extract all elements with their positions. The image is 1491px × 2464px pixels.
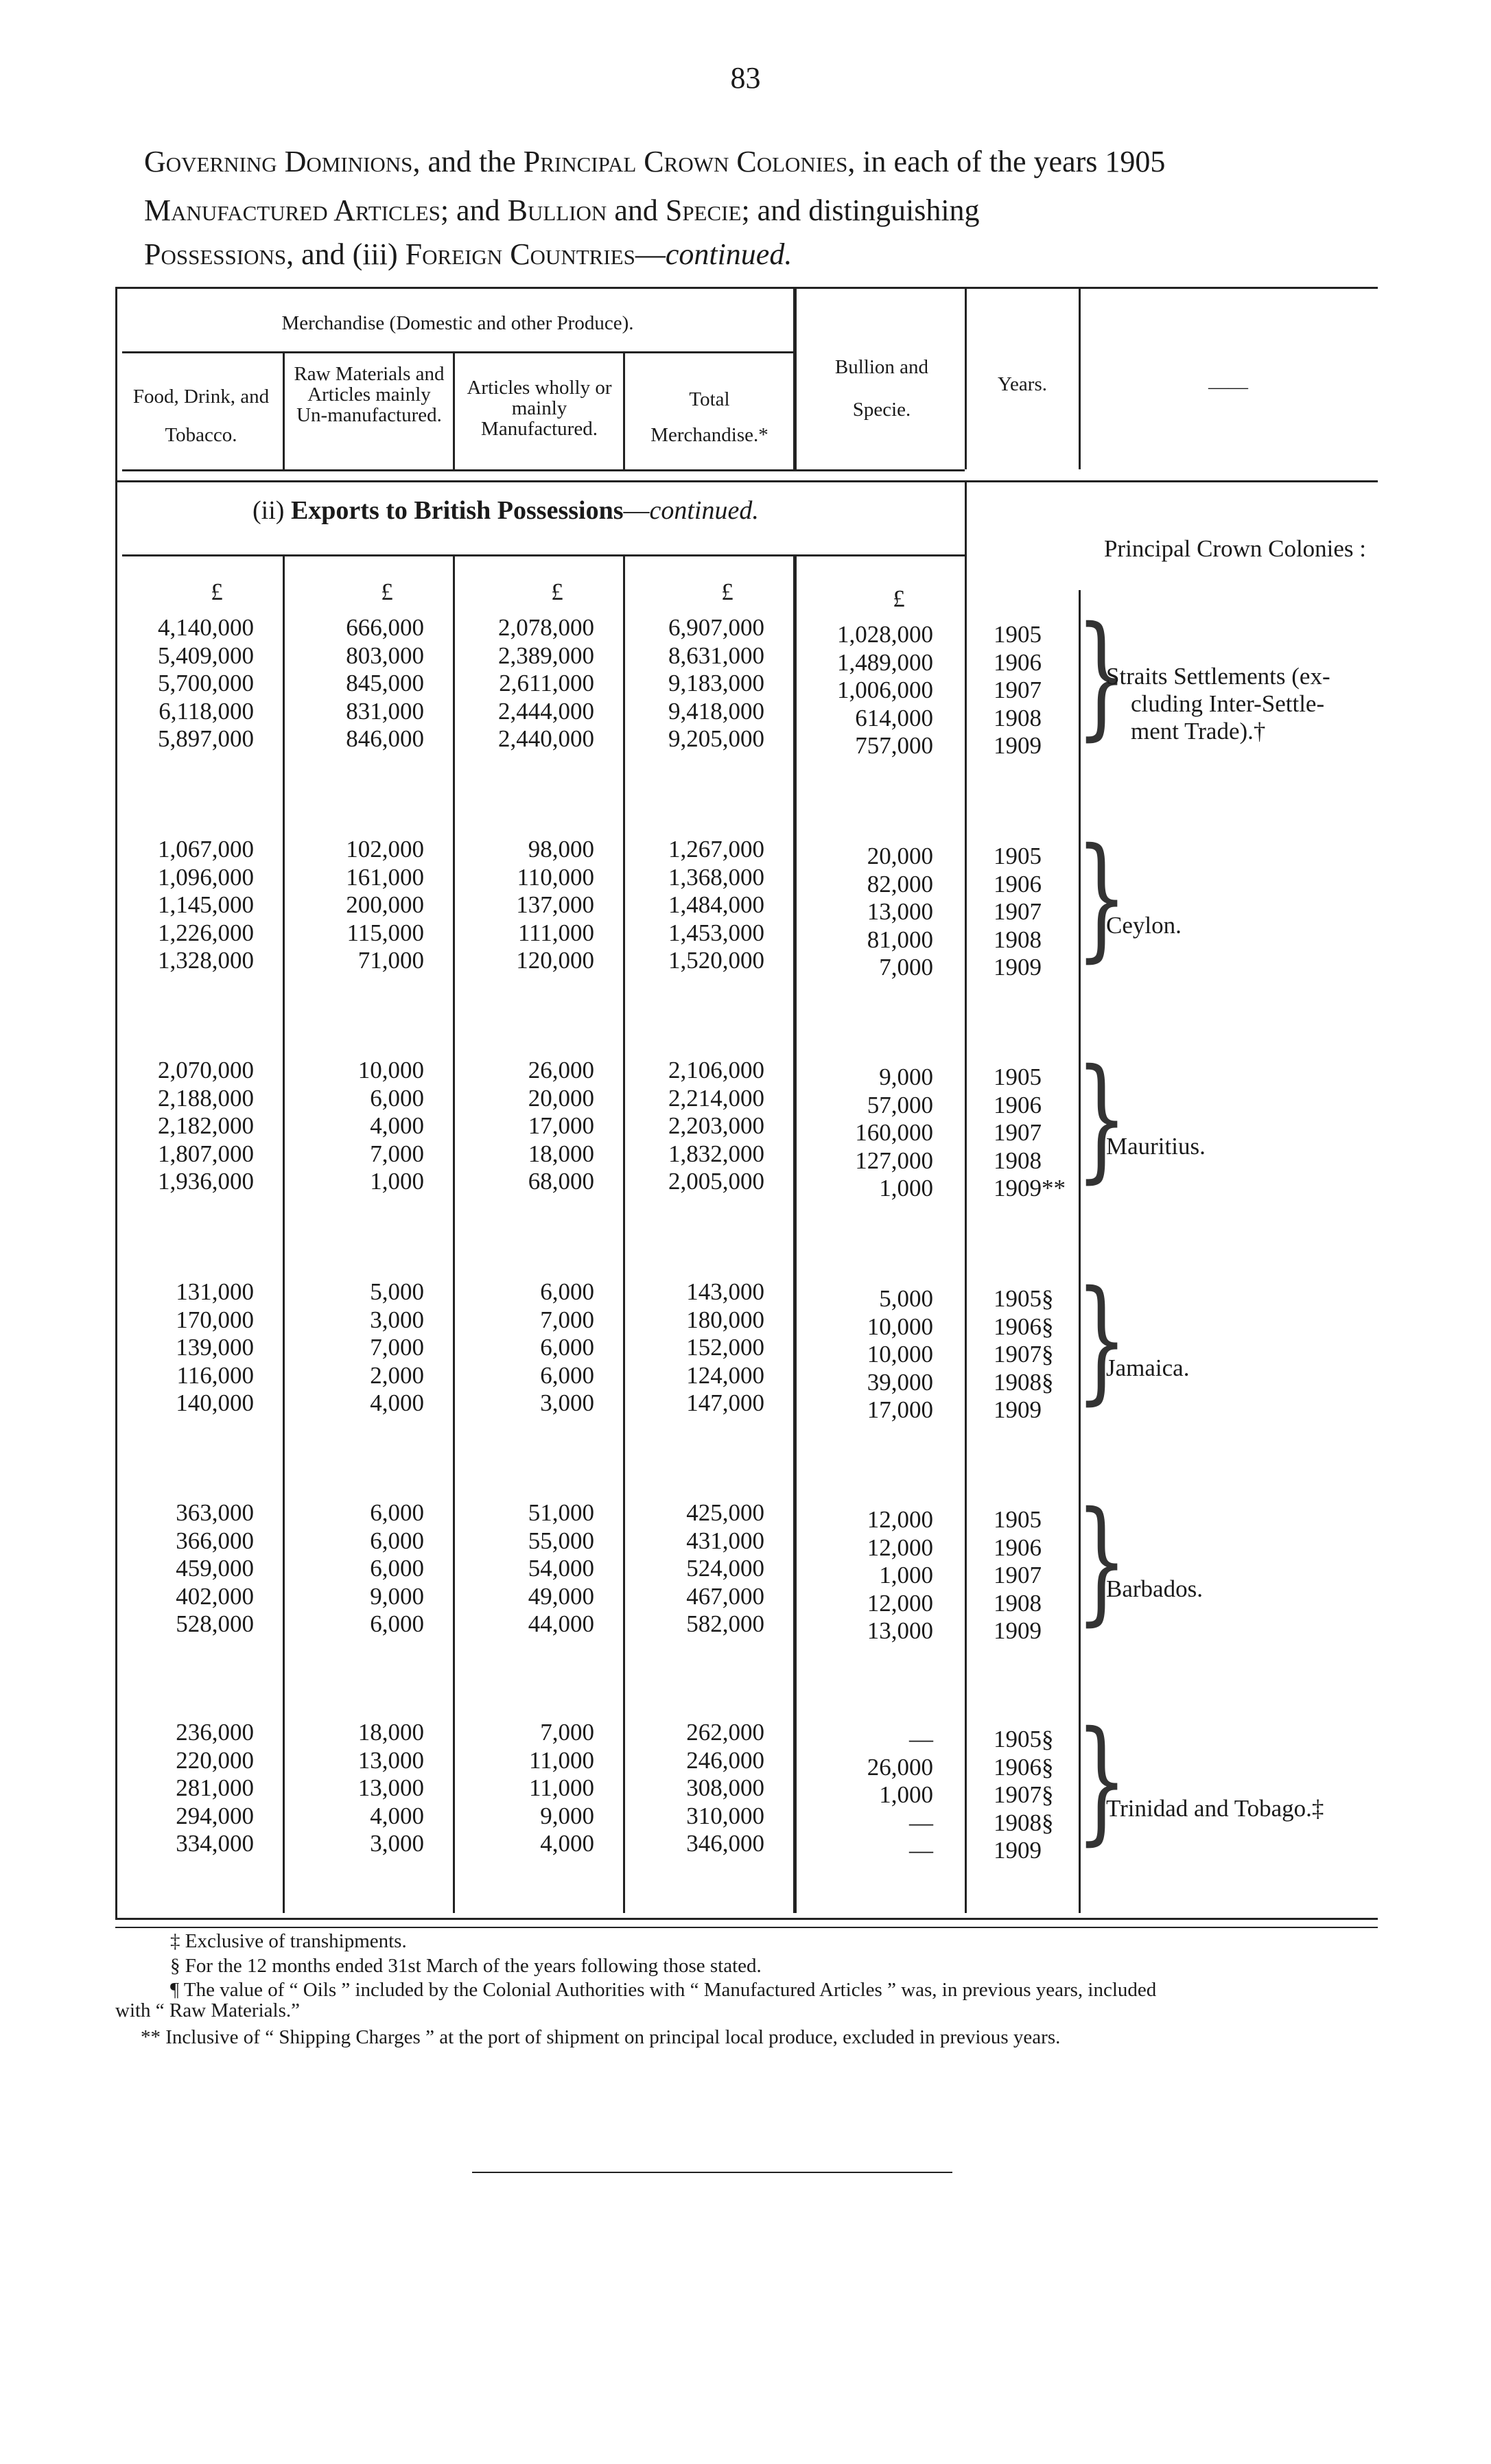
section-rule	[122, 554, 965, 556]
bullion-column-group-6	[867, 1726, 933, 1865]
year-cell: 1906	[994, 648, 1042, 676]
table-cell: 152,000	[686, 1334, 764, 1361]
table-cell: 127,000	[855, 1147, 933, 1174]
year-cell: 1908	[994, 704, 1042, 731]
pound-symbol: £	[893, 585, 905, 612]
table-cell: 57,000	[867, 1091, 933, 1118]
table-cell: 2,188,000	[158, 1084, 254, 1112]
table-cell: 9,000	[540, 1802, 594, 1829]
table-cell: 6,000	[370, 1555, 424, 1582]
blank-header: ——	[1208, 376, 1248, 398]
footnote: § For the 12 months ended 31st March of the years following those stated.	[170, 1955, 762, 1977]
col-rule-total	[793, 554, 797, 1913]
col-rule-articles	[623, 554, 625, 1913]
table-cell: 200,000	[346, 891, 424, 918]
bullion-column-group-4	[867, 1285, 933, 1424]
heading-text: ; and distinguishing	[741, 193, 980, 227]
year-cell: 1908	[994, 1589, 1042, 1617]
years-header: Years.	[998, 373, 1047, 395]
column-header-bottom-rule	[122, 469, 965, 471]
colony-label-line: Mauritius.	[1106, 1133, 1206, 1160]
heading-text: Possessions	[144, 237, 287, 271]
table-cell: 402,000	[176, 1582, 254, 1610]
table-cell: 51,000	[528, 1499, 594, 1526]
table-cell: 102,000	[346, 836, 424, 863]
articles-header: Articles wholly or mainly Manufactured.	[467, 377, 612, 440]
table-cell: 757,000	[855, 732, 933, 759]
bullion-column-group-5	[867, 1506, 933, 1645]
table-cell: 9,000	[370, 1582, 424, 1610]
table-cell: 1,328,000	[158, 947, 254, 974]
year-cell: 1909	[994, 1617, 1042, 1644]
table-cell: 8,631,000	[668, 642, 764, 669]
table-cell: 6,118,000	[159, 697, 254, 725]
table-cell: 1,067,000	[158, 836, 254, 863]
colony-label-group-6	[1106, 1795, 1324, 1822]
table-cell: 6,000	[370, 1499, 424, 1526]
section-title-text: (ii)	[253, 496, 291, 525]
bullion-column-group-2	[867, 843, 933, 982]
heading-line-3	[144, 233, 1400, 276]
table-cell: 4,000	[370, 1802, 424, 1829]
year-cell: 1905	[994, 621, 1042, 648]
section-title-text: —	[623, 496, 650, 525]
raw-column-group-2	[346, 836, 424, 975]
table-cell: 71,000	[357, 947, 424, 974]
table-cell: 18,000	[528, 1140, 594, 1167]
brace-icon: }	[1076, 1261, 1128, 1418]
year-cell: 1907§	[994, 1781, 1054, 1808]
table-cell: 4,000	[540, 1830, 594, 1857]
pound-symbol: £	[381, 578, 393, 605]
year-cell: 1906	[994, 1534, 1042, 1561]
table-cell: 425,000	[686, 1499, 764, 1526]
table-cell: 12,000	[867, 1534, 933, 1561]
section-title-text: continued.	[649, 496, 759, 525]
table-cell: 7,000	[540, 1306, 594, 1333]
table-cell: —	[909, 1837, 933, 1864]
table-cell: 2,444,000	[498, 697, 594, 725]
table-cell: 2,078,000	[498, 614, 594, 641]
heading-text: Principal Crown Colonies	[523, 145, 848, 178]
years-column-group-2	[994, 843, 1042, 982]
colony-label-line: cluding Inter-Settle-	[1131, 690, 1325, 717]
table-cell: 20,000	[528, 1084, 594, 1112]
table-cell: 1,453,000	[668, 919, 764, 946]
table-cell: 614,000	[855, 704, 933, 731]
table-cell: 2,440,000	[498, 725, 594, 752]
raw-column-group-5	[370, 1499, 424, 1639]
brace-icon: }	[1076, 1482, 1128, 1639]
articles-column-group-2	[516, 836, 594, 975]
year-cell: 1908	[994, 926, 1042, 953]
footnote: ** Inclusive of “ Shipping Charges ” at the port of shipment on principal local produce, excluded in previous years.	[141, 2026, 1061, 2048]
table-cell: 310,000	[686, 1802, 764, 1829]
table-cell: 5,000	[879, 1285, 933, 1312]
table-cell: 467,000	[686, 1582, 764, 1610]
raw-column-group-1	[346, 614, 424, 753]
heading-text: continued.	[665, 237, 793, 271]
table-cell: 1,006,000	[837, 677, 933, 703]
table-cell: 115,000	[347, 919, 424, 946]
table-cell: 180,000	[686, 1306, 764, 1333]
colony-label-group-1	[1106, 663, 1330, 745]
table-cell: 5,000	[370, 1278, 424, 1305]
pound-symbol: £	[211, 578, 223, 605]
table-cell: 6,000	[370, 1084, 424, 1112]
colony-label-line: Jamaica.	[1106, 1354, 1190, 1381]
table-cell: 6,907,000	[668, 614, 764, 641]
table-cell: 13,000	[357, 1746, 424, 1774]
table-cell: 55,000	[528, 1527, 594, 1554]
heading-text: Governing Dominions	[144, 145, 413, 178]
table-cell: 236,000	[176, 1719, 254, 1746]
total-column-group-5	[686, 1499, 764, 1639]
years-column-group-3	[994, 1064, 1066, 1203]
year-cell: 1908§	[994, 1809, 1054, 1836]
table-cell: 5,700,000	[158, 670, 254, 696]
footnote: ¶ The value of “ Oils ” included by the Colonial Authorities with “ Manufactured Articles ” was, in previous years, included	[170, 1979, 1157, 2001]
table-cell: 12,000	[867, 1589, 933, 1617]
table-cell: 1,000	[879, 1562, 933, 1588]
table-cell: 161,000	[346, 863, 424, 891]
colony-label-group-4	[1106, 1354, 1189, 1382]
year-cell: 1906§	[994, 1313, 1054, 1340]
table-cell: 366,000	[176, 1527, 254, 1554]
food-column-group-3	[158, 1057, 254, 1196]
table-cell: 2,214,000	[668, 1084, 764, 1112]
heading-text: ; and	[440, 193, 508, 227]
pound-symbol: £	[551, 578, 563, 605]
heading-text: and	[607, 193, 666, 227]
year-cell: 1905	[994, 1506, 1042, 1533]
bullion-column-group-3	[855, 1064, 933, 1203]
year-cell: 1908§	[994, 1368, 1054, 1396]
table-cell: 1,489,000	[837, 648, 933, 676]
table-cell: 13,000	[357, 1774, 424, 1801]
table-cell: 111,000	[517, 919, 594, 946]
table-cell: 124,000	[686, 1361, 764, 1389]
articles-column-group-1	[498, 614, 594, 753]
table-cell: 7,000	[540, 1719, 594, 1746]
table-cell: 1,096,000	[158, 863, 254, 891]
table-cell: 246,000	[686, 1746, 764, 1774]
year-cell: 1906	[994, 1091, 1042, 1118]
articles-column-group-4	[540, 1278, 594, 1418]
table-cell: 3,000	[370, 1306, 424, 1333]
colony-label-group-5	[1106, 1575, 1203, 1603]
year-cell: 1905§	[994, 1285, 1054, 1312]
table-cell: 4,000	[370, 1112, 424, 1139]
table-cell: 666,000	[346, 614, 424, 641]
heading-text: Foreign Countries	[405, 237, 635, 271]
table-cell: 9,418,000	[668, 697, 764, 725]
table-cell: 1,832,000	[668, 1140, 764, 1167]
table-cell: 1,368,000	[668, 863, 764, 891]
table-cell: 137,000	[516, 891, 594, 918]
table-cell: 44,000	[528, 1610, 594, 1637]
year-cell: 1905	[994, 1064, 1042, 1090]
heading-text: , and the	[412, 145, 524, 178]
table-cell: 1,520,000	[668, 947, 764, 974]
table-cell: 81,000	[867, 926, 933, 953]
footnote: ‡ Exclusive of transhipments.	[170, 1930, 407, 1952]
years-column-group-5	[994, 1506, 1042, 1645]
table-cell: 7,000	[879, 954, 933, 981]
table-bottom-rule	[115, 1918, 1378, 1920]
table-cell: 1,807,000	[158, 1140, 254, 1167]
col-rule-food	[283, 554, 285, 1913]
table-cell: 54,000	[528, 1555, 594, 1582]
table-cell: 131,000	[176, 1278, 254, 1305]
total-column-group-6	[686, 1719, 764, 1858]
table-cell: 82,000	[867, 870, 933, 897]
closing-rule	[472, 2172, 952, 2173]
table-cell: —	[909, 1809, 933, 1836]
table-cell: 147,000	[686, 1389, 764, 1416]
table-cell: 20,000	[867, 843, 933, 869]
years-column-group-4	[994, 1285, 1054, 1424]
total-header: Total Merchandise.*	[650, 388, 768, 446]
table-cell: 334,000	[176, 1830, 254, 1857]
total-column-group-2	[668, 836, 764, 975]
heading-text: Manufactured Articles	[144, 193, 441, 227]
table-cell: 1,000	[370, 1168, 424, 1195]
total-column-group-1	[668, 614, 764, 753]
table-cell: 4,000	[370, 1389, 424, 1416]
articles-column-group-6	[529, 1719, 594, 1858]
table-cell: 431,000	[686, 1527, 764, 1554]
table-cell: 3,000	[540, 1389, 594, 1416]
column-header-double-rule	[115, 480, 1378, 482]
colony-label-group-3	[1106, 1133, 1206, 1160]
col-rule-food-header	[283, 351, 285, 469]
col-rule-total-header	[793, 287, 797, 469]
table-cell: 9,000	[879, 1064, 933, 1090]
table-cell: 3,000	[370, 1830, 424, 1857]
colony-label-line: Ceylon.	[1106, 912, 1182, 939]
year-cell: 1909	[994, 1396, 1042, 1423]
colony-label-line: Barbados.	[1106, 1575, 1203, 1602]
year-cell: 1907	[994, 1119, 1042, 1146]
table-cell: 26,000	[867, 1753, 933, 1781]
table-cell: 9,205,000	[668, 725, 764, 752]
year-cell: 1909**	[994, 1175, 1066, 1201]
col-rule-bullion	[965, 480, 967, 1913]
table-cell: 281,000	[176, 1774, 254, 1801]
table-cell: 2,203,000	[668, 1112, 764, 1139]
table-cell: 140,000	[176, 1389, 254, 1416]
year-cell: 1905§	[994, 1726, 1054, 1752]
year-cell: 1909	[994, 732, 1042, 759]
table-cell: 1,267,000	[668, 836, 764, 863]
table-cell: 12,000	[867, 1506, 933, 1533]
heading-text: Specie	[665, 193, 742, 227]
merchandise-header: Merchandise (Domestic and other Produce).	[281, 312, 634, 334]
table-bottom-double-rule	[115, 1927, 1378, 1928]
table-cell: 459,000	[176, 1555, 254, 1582]
table-cell: 528,000	[176, 1610, 254, 1637]
brace-icon: }	[1076, 1702, 1128, 1858]
col-rule-years-header	[1079, 287, 1081, 469]
food-header: Food, Drink, and Tobacco.	[132, 386, 270, 446]
table-top-rule	[115, 287, 1378, 289]
table-cell: 26,000	[528, 1057, 594, 1083]
bullion-header: Bullion and Specie.	[834, 356, 929, 421]
footnote: with “ Raw Materials.”	[115, 1999, 300, 2021]
raw-header: Raw Materials and Articles mainly Un-manufactured.	[294, 363, 445, 426]
heading-text: , and (iii)	[286, 237, 406, 271]
table-left-rule	[115, 287, 117, 1920]
year-cell: 1907§	[994, 1341, 1054, 1368]
pound-symbol: £	[721, 578, 733, 605]
table-cell: 4,140,000	[158, 614, 254, 641]
table-cell: 831,000	[346, 697, 424, 725]
table-cell: 10,000	[867, 1341, 933, 1368]
food-column-group-1	[158, 614, 254, 753]
group-heading: Principal Crown Colonies :	[1103, 535, 1367, 562]
col-rule-articles-header	[623, 351, 625, 469]
table-cell: 11,000	[529, 1746, 594, 1774]
table-cell: 6,000	[540, 1334, 594, 1361]
table-cell: 17,000	[528, 1112, 594, 1139]
year-cell: 1909	[994, 954, 1042, 981]
table-cell: 49,000	[528, 1582, 594, 1610]
merchandise-subheader-rule	[122, 351, 795, 353]
table-cell: 1,000	[879, 1781, 933, 1808]
table-cell: 68,000	[528, 1168, 594, 1195]
table-cell: 2,389,000	[498, 642, 594, 669]
years-column-group-6	[994, 1726, 1054, 1865]
heading-text: , in each of the years 1905	[847, 145, 1166, 178]
table-cell: 803,000	[346, 642, 424, 669]
table-cell: 845,000	[346, 670, 424, 696]
table-cell: 582,000	[686, 1610, 764, 1637]
table-cell: 1,226,000	[158, 919, 254, 946]
table-cell: 11,000	[529, 1774, 594, 1801]
table-cell: 18,000	[357, 1719, 424, 1746]
table-cell: 143,000	[686, 1278, 764, 1305]
year-cell: 1909	[994, 1837, 1042, 1864]
table-cell: 7,000	[370, 1334, 424, 1361]
years-column-group-1	[994, 621, 1042, 760]
brace-icon: }	[1076, 819, 1128, 975]
table-cell: 6,000	[540, 1278, 594, 1305]
heading-line-2	[144, 189, 1400, 232]
year-cell: 1908	[994, 1147, 1042, 1174]
table-cell: 5,409,000	[158, 642, 254, 669]
raw-column-group-3	[358, 1057, 424, 1196]
table-cell: 39,000	[867, 1368, 933, 1396]
table-cell: 2,000	[370, 1361, 424, 1389]
table-cell: 5,897,000	[158, 725, 254, 752]
table-cell: 17,000	[867, 1396, 933, 1423]
year-cell: 1906§	[994, 1753, 1054, 1781]
table-cell: 2,106,000	[668, 1057, 764, 1083]
year-cell: 1906	[994, 870, 1042, 897]
articles-column-group-5	[528, 1499, 594, 1639]
table-cell: 120,000	[516, 947, 594, 974]
table-cell: 262,000	[686, 1719, 764, 1746]
table-cell: 846,000	[346, 725, 424, 752]
table-cell: 1,936,000	[158, 1168, 254, 1195]
raw-column-group-4	[370, 1278, 424, 1418]
heading-text: —	[635, 237, 666, 271]
year-cell: 1907	[994, 898, 1042, 925]
table-cell: 1,028,000	[837, 621, 933, 648]
table-cell: 98,000	[528, 836, 594, 863]
bullion-column-group-1	[837, 621, 933, 760]
total-column-group-4	[686, 1278, 764, 1418]
brace-icon: }	[1076, 1040, 1128, 1196]
page-number: 83	[730, 61, 761, 95]
year-cell: 1907	[994, 677, 1042, 703]
col-rule-raw-header	[453, 351, 455, 469]
table-cell: —	[909, 1726, 933, 1752]
col-rule-raw	[453, 554, 455, 1913]
brace-icon: }	[1076, 597, 1128, 753]
table-cell: 524,000	[686, 1555, 764, 1582]
colony-label-line: Trinidad and Tobago.‡	[1106, 1795, 1324, 1822]
table-cell: 110,000	[517, 863, 594, 891]
heading-line-1	[144, 141, 1400, 183]
table-cell: 6,000	[370, 1610, 424, 1637]
table-cell: 7,000	[370, 1140, 424, 1167]
table-cell: 6,000	[370, 1527, 424, 1554]
table-cell: 1,484,000	[668, 891, 764, 918]
table-cell: 1,000	[879, 1175, 933, 1201]
heading-text: Bullion	[507, 193, 607, 227]
table-cell: 9,183,000	[668, 670, 764, 696]
raw-column-group-6	[358, 1719, 424, 1858]
table-cell: 170,000	[176, 1306, 254, 1333]
table-cell: 220,000	[176, 1746, 254, 1774]
table-cell: 2,182,000	[158, 1112, 254, 1139]
table-cell: 6,000	[540, 1361, 594, 1389]
colony-label-group-2	[1106, 912, 1182, 939]
table-cell: 294,000	[176, 1802, 254, 1829]
year-cell: 1907	[994, 1562, 1042, 1588]
table-cell: 13,000	[867, 898, 933, 925]
table-cell: 363,000	[176, 1499, 254, 1526]
table-cell: 13,000	[867, 1617, 933, 1644]
food-column-group-2	[158, 836, 254, 975]
table-cell: 1,145,000	[158, 891, 254, 918]
food-column-group-5	[176, 1499, 254, 1639]
section-title-text: Exports to British Possessions	[290, 496, 624, 525]
table-cell: 2,005,000	[668, 1168, 764, 1195]
col-rule-bullion-header	[965, 287, 967, 469]
table-cell: 2,070,000	[158, 1057, 254, 1083]
section-title	[253, 495, 759, 526]
articles-column-group-3	[528, 1057, 594, 1196]
table-cell: 116,000	[176, 1361, 254, 1389]
table-cell: 160,000	[855, 1119, 933, 1146]
table-cell: 10,000	[867, 1313, 933, 1340]
table-cell: 308,000	[686, 1774, 764, 1801]
year-cell: 1905	[994, 843, 1042, 869]
food-column-group-6	[176, 1719, 254, 1858]
table-cell: 139,000	[176, 1334, 254, 1361]
table-cell: 10,000	[357, 1057, 424, 1083]
total-column-group-3	[668, 1057, 764, 1196]
colony-label-line: ment Trade).†	[1131, 718, 1266, 744]
table-cell: 2,611,000	[499, 670, 594, 696]
table-cell: 346,000	[686, 1830, 764, 1857]
food-column-group-4	[176, 1278, 254, 1418]
colony-label-line: Straits Settlements (ex-	[1106, 663, 1330, 690]
